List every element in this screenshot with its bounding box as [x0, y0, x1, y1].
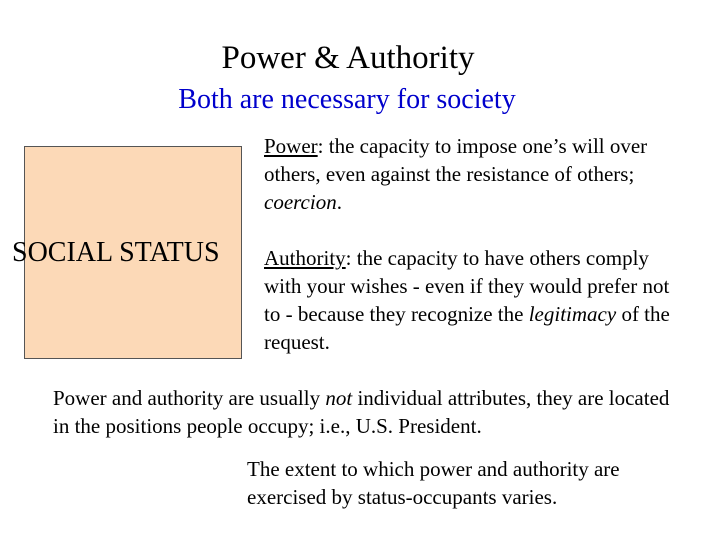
positions-note-after: individual attributes, they are located in the positions people occupy; i.e., U.S. President. — [53, 386, 670, 438]
authority-definition — [264, 244, 684, 356]
power-term: Power — [264, 134, 318, 158]
power-definition — [264, 132, 684, 216]
positions-note-emphasis: not — [325, 386, 353, 410]
social-status-label: SOCIAL STATUS — [12, 237, 220, 268]
slide-title: Power & Authority — [221, 40, 475, 76]
slide-subtitle: Both are necessary for society — [178, 84, 516, 115]
power-emphasis: coercion — [264, 190, 337, 214]
power-definition-text: : the capacity to impose one’s will over others, even against the resistance of others; — [264, 134, 648, 186]
authority-definition-text: : the capacity to have others comply with your wishes - even if they would prefer not to - because they recognize the — [264, 246, 670, 326]
positions-note-before: Power and authority are usually — [53, 386, 326, 410]
authority-term: Authority — [264, 246, 346, 270]
power-end: . — [336, 190, 342, 214]
authority-end: of the request. — [264, 302, 670, 354]
authority-emphasis: legitimacy — [528, 302, 617, 326]
positions-note — [53, 384, 673, 440]
exercise-note: The extent to which power and authority are exercised by status-occupants varies. — [247, 457, 620, 509]
